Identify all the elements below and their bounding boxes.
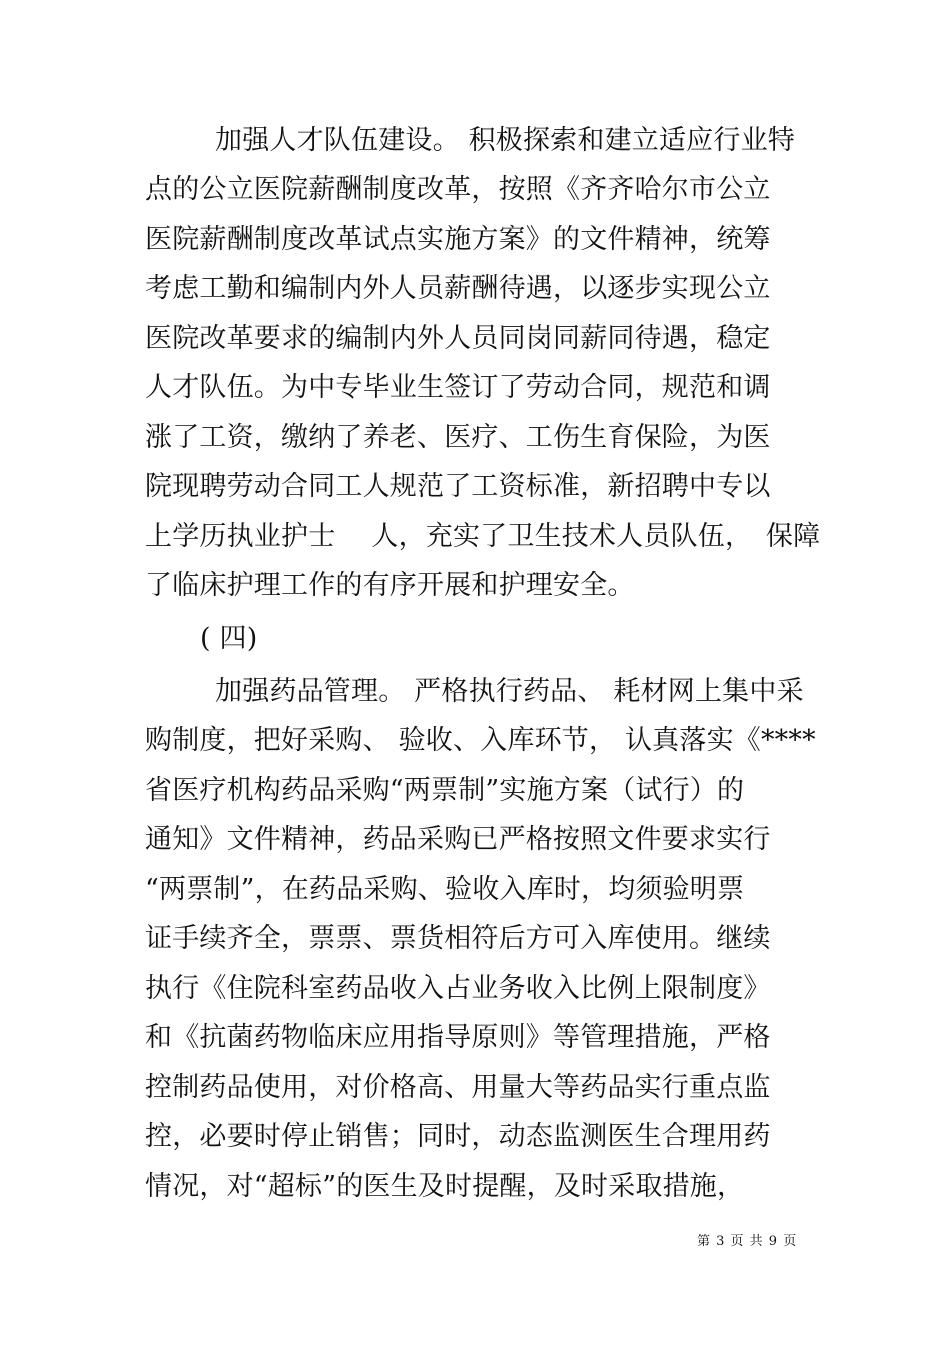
paragraph-line: 院现聘劳动合同工人规范了工资标准，新招聘中专以 [145,471,771,502]
paragraph-line: 执行《住院科室药品收入占业务收入比例上限制度》 [145,973,771,1004]
paragraph-line: 购制度，把好采购、 验收、入库环节， 认真落实《**** [145,725,816,756]
paragraph-line: 加强药品管理。 严格执行药品、 耗材网上集中采 [215,676,804,707]
paragraph-line: 涨了工资，缴纳了养老、医疗、工伤生育保险，为医 [145,422,771,453]
paragraph-line: 控制药品使用，对价格高、用量大等药品实行重点监 [145,1072,771,1103]
paragraph-line: “两票制”，在药品采购、验收入库时，均须验明票 [145,874,745,905]
paragraph-line: 省医疗机构药品采购“两票制”实施方案（试行）的 [145,775,745,806]
paragraph-line: 情况，对“超标”的医生及时提醒，及时采取措施， [145,1171,745,1202]
paragraph-line: 考虑工勤和编制内外人员薪酬待遇，以逐步实现公立 [145,273,771,304]
paragraph-line: 通知》文件精神，药品采购已严格按照文件要求实行 [145,824,771,855]
paragraph-line: 了临床护理工作的有序开展和护理安全。 [145,570,635,601]
paragraph-line: 点的公立医院薪酬制度改革，按照《齐齐哈尔市公立 [145,174,771,205]
paragraph-line: 控，必要时停止销售；同时，动态监测医生合理用药 [145,1121,771,1152]
section-heading: ( 四) [200,623,258,654]
paragraph-line: 人才队伍。为中专毕业生签订了劳动合同，规范和调 [145,372,771,403]
paragraph-line: 加强人才队伍建设。 积极探索和建立适应行业特 [215,125,795,156]
paragraph-line: 医院改革要求的编制内外人员同岗同薪同待遇，稳定 [145,323,771,354]
page-number-footer: 第 3 页 共 9 页 [697,1234,798,1249]
paragraph-line: 医院薪酬制度改革试点实施方案》的文件精神，统筹 [145,224,771,255]
paragraph-line: 证手续齐全，票票、票货相符后方可入库使用。继续 [145,923,771,954]
paragraph-line: 上学历执业护士 人，充实了卫生技术人员队伍， 保障 [145,521,821,552]
paragraph-line: 和《抗菌药物临床应用指导原则》等管理措施，严格 [145,1022,771,1053]
